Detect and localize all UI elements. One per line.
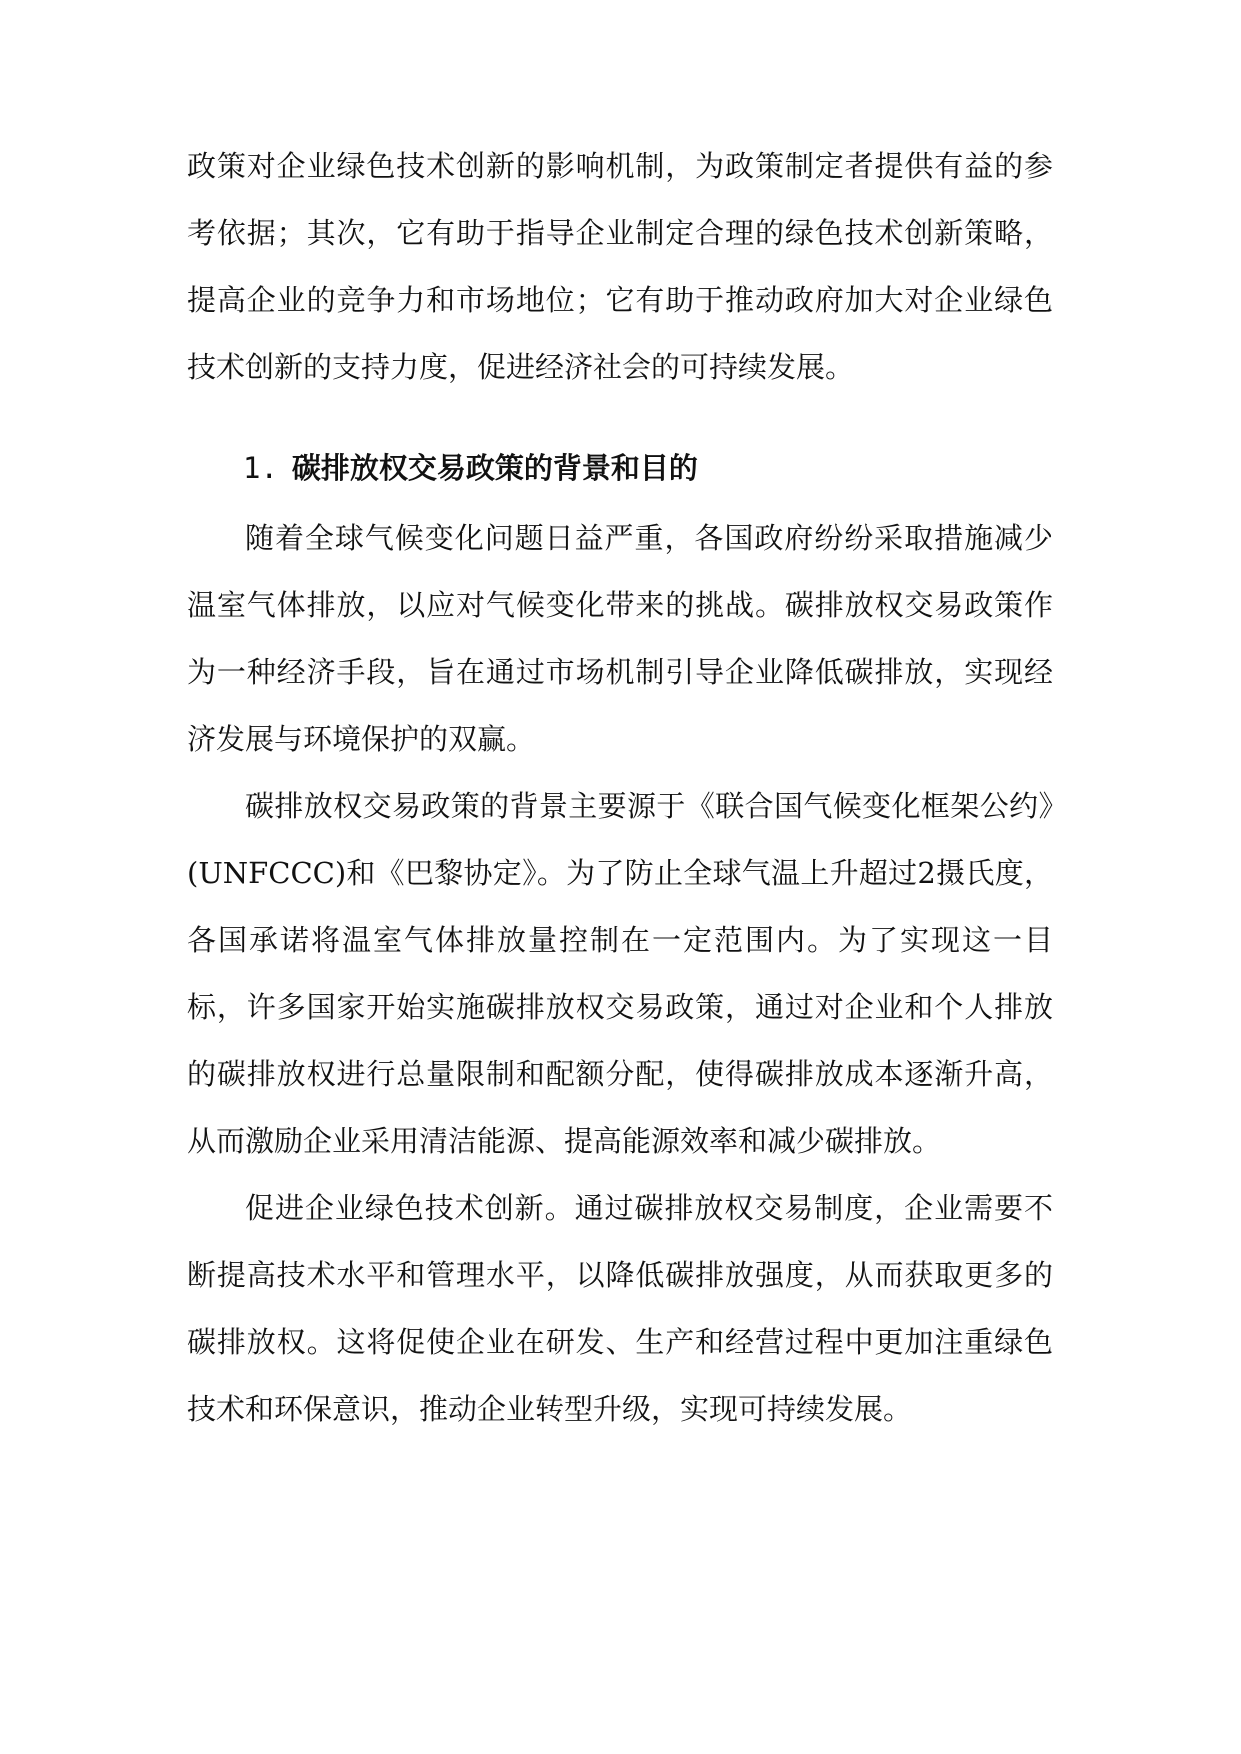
paragraph-origin: 碳排放权交易政策的背景主要源于《联合国气候变化框架公约》(UNFCCC)和《巴黎协定》。为了防止全球气温上升超过2摄氏度，各国承诺将温室气体排放量控制在一定范围内。为了实现这一目标，许多国家开始实施碳排放权交易政策，通过对企业和个人排放的碳排放权进行总量限制和配额分配，使得碳排放成本逐渐升高，从而激励企业采用清洁能源、提高能源效率和减少碳排放。: [187, 789, 1053, 1158]
paragraph-intro-continued: 政策对企业绿色技术创新的影响机制，为政策制定者提供有益的参考依据；其次，它有助于指导企业制定合理的绿色技术创新策略，提高企业的竞争力和市场地位；它有助于推动政府加大对企业绿色技术创新的支持力度，促进经济社会的可持续发展。: [187, 149, 1053, 384]
section-heading: [187, 431, 1053, 505]
document-body: [187, 133, 1053, 1443]
section-heading-number: 1.: [243, 451, 278, 485]
section-heading-text: 碳排放权交易政策的背景和目的: [291, 451, 698, 485]
paragraph-background: 随着全球气候变化问题日益严重，各国政府纷纷采取措施减少温室气体排放，以应对气候变化带来的挑战。碳排放权交易政策作为一种经济手段，旨在通过市场机制引导企业降低碳排放，实现经济发展与环境保护的双赢。: [187, 521, 1053, 756]
paragraph-innovation: 促进企业绿色技术创新。通过碳排放权交易制度，企业需要不断提高技术水平和管理水平，以降低碳排放强度，从而获取更多的碳排放权。这将促使企业在研发、生产和经营过程中更加注重绿色技术和环保意识，推动企业转型升级，实现可持续发展。: [187, 1191, 1053, 1426]
